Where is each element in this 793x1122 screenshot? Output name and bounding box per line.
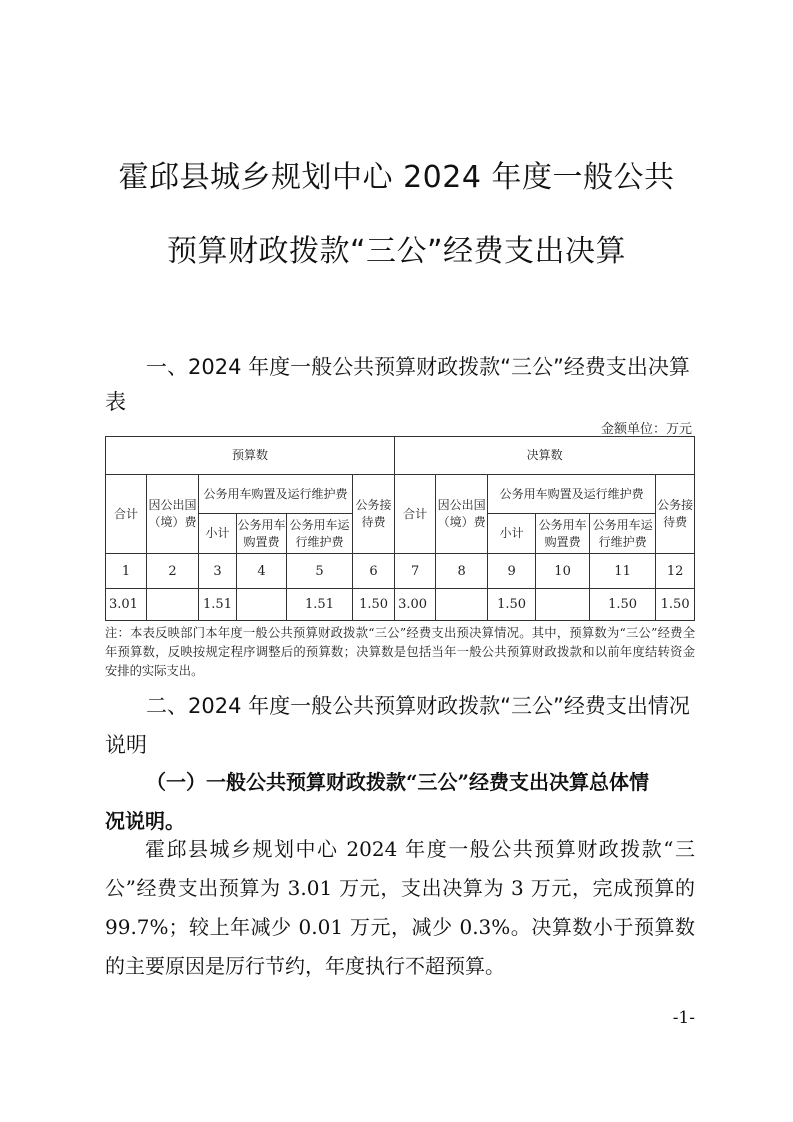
- column-number: 3: [199, 554, 237, 589]
- table-header-row-columns: [106, 475, 695, 514]
- value-final-vehicle-purchase: [536, 589, 590, 621]
- header-abroad: 因公出国（境）费: [436, 475, 488, 554]
- header-vehicle-purchase: 公务用车购置费: [237, 514, 287, 554]
- value-budget-vehicle-subtotal: 1.51: [199, 589, 237, 621]
- column-number: 12: [656, 554, 695, 589]
- column-number: 5: [287, 554, 353, 589]
- table-header-row-groups: [106, 437, 695, 475]
- table-row-values: [106, 589, 695, 621]
- page-number: -1-: [672, 1008, 695, 1028]
- header-abroad: 因公出国（境）费: [147, 475, 199, 554]
- table-row-column-numbers: [106, 554, 695, 589]
- value-budget-abroad: [147, 589, 199, 621]
- header-subtotal: 小计: [488, 514, 536, 554]
- value-budget-vehicle-operation: 1.51: [287, 589, 353, 621]
- column-number: 1: [106, 554, 147, 589]
- subsection-1-heading: （一）一般公共预算财政拨款“三公”经费支出决算总体情: [146, 770, 650, 794]
- section-2-heading-cont: 说明: [105, 733, 147, 757]
- column-number: 9: [488, 554, 536, 589]
- header-reception: 公务接待费: [353, 475, 395, 554]
- header-vehicle-purchase: 公务用车购置费: [536, 514, 590, 554]
- document-title-line-1: 霍邱县城乡规划中心 2024 年度一般公共: [118, 160, 675, 195]
- column-number: 7: [395, 554, 436, 589]
- section-2-heading: 二、2024 年度一般公共预算财政拨款“三公”经费支出情况: [146, 694, 690, 718]
- value-budget-total: 3.01: [106, 589, 147, 621]
- column-number: 2: [147, 554, 199, 589]
- header-vehicle-group: 公务用车购置及运行维护费: [488, 475, 656, 514]
- header-budget: 预算数: [106, 437, 395, 475]
- header-subtotal: 小计: [199, 514, 237, 554]
- header-vehicle-group: 公务用车购置及运行维护费: [199, 475, 353, 514]
- column-number: 4: [237, 554, 287, 589]
- header-vehicle-operation: 公务用车运行维护费: [590, 514, 656, 554]
- column-number: 6: [353, 554, 395, 589]
- table-note: 注：本表反映部门本年度一般公共预算财政拨款“三公”经费支出预决算情况。其中，预算数为“三公”经费全年预算数，反映按规定程序调整后的预算数；决算数是包括当年一般公共预算财政拨款和以前年度结转资金安排的实际支出。: [105, 626, 695, 678]
- value-budget-vehicle-purchase: [237, 589, 287, 621]
- column-number: 10: [536, 554, 590, 589]
- value-final-abroad: [436, 589, 488, 621]
- amount-unit-label: 金额单位：万元: [600, 422, 692, 437]
- three-public-expenses-table: [105, 436, 695, 621]
- value-final-reception: 1.50: [656, 589, 695, 621]
- value-final-vehicle-operation: 1.50: [590, 589, 656, 621]
- column-number: 11: [590, 554, 656, 589]
- value-final-vehicle-subtotal: 1.50: [488, 589, 536, 621]
- document-title-line-2: 预算财政拨款“三公”经费支出决算: [166, 234, 627, 269]
- value-budget-reception: 1.50: [353, 589, 395, 621]
- header-final: 决算数: [395, 437, 695, 475]
- header-reception: 公务接待费: [656, 475, 695, 554]
- column-number: 8: [436, 554, 488, 589]
- header-vehicle-operation: 公务用车运行维护费: [287, 514, 353, 554]
- subsection-1-heading-cont: 况说明。: [105, 809, 185, 833]
- header-total: 合计: [395, 475, 436, 554]
- section-1-heading-cont: 表: [105, 390, 126, 414]
- summary-paragraph: 霍邱县城乡规划中心 2024 年度一般公共预算财政拨款“三公”经费支出预算为 3.01 万元，支出决算为 3 万元，完成预算的 99.7%；较上年减少 0.01 万元，减少 0.3%。决算数小于预算数的主要原因是厉行节约，年度执行不超预算。: [105, 837, 695, 978]
- section-1-heading: 一、2024 年度一般公共预算财政拨款“三公”经费支出决算: [146, 355, 690, 379]
- value-final-total: 3.00: [395, 589, 436, 621]
- header-total: 合计: [106, 475, 147, 554]
